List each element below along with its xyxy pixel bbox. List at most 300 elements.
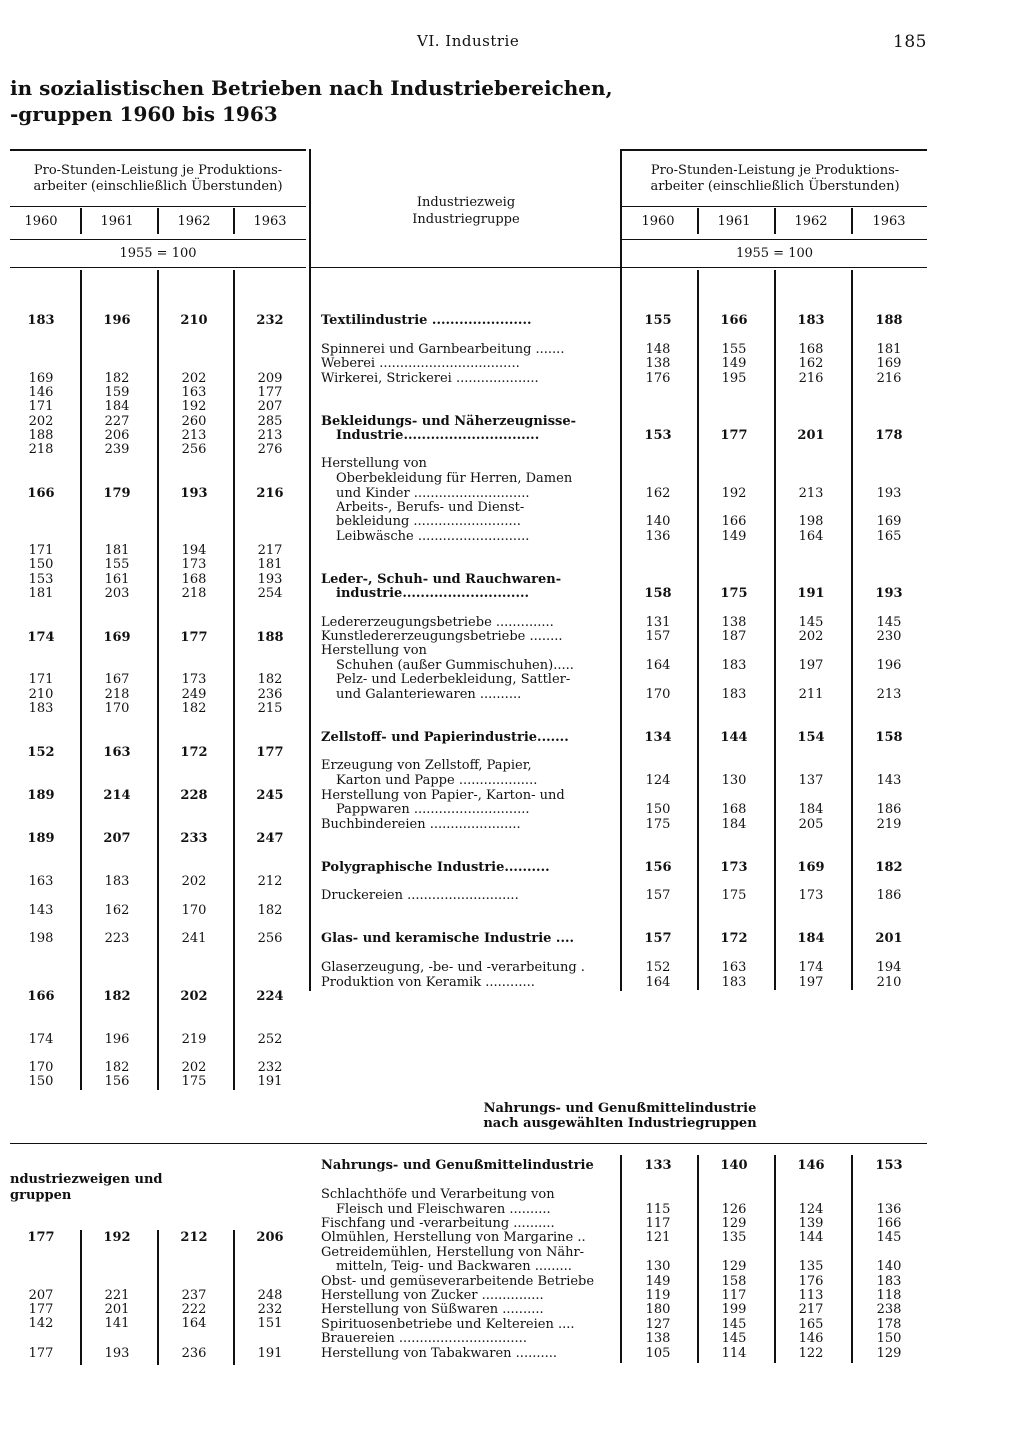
- right-table-cell: 194: [876, 960, 902, 975]
- section-heading: VI. Industrie: [417, 32, 520, 50]
- row-label: bekleidung ..........................: [336, 514, 521, 529]
- right-table-cell: 196: [876, 658, 902, 673]
- left-year-1963: 1963: [253, 214, 287, 229]
- row-label: Spirituosenbetriebe und Keltereien ....: [321, 1317, 575, 1332]
- left-table-cell: 192: [181, 399, 207, 414]
- food-table-cell: 126: [721, 1202, 747, 1217]
- food-table-cell: 199: [721, 1302, 747, 1317]
- right-table-cell: 173: [720, 860, 748, 875]
- rule-right-years: [622, 206, 927, 207]
- right-table-cell: 131: [645, 615, 671, 630]
- food-table-cell: 122: [798, 1346, 824, 1361]
- right-year-divider: [851, 208, 853, 234]
- food-table-cell: 238: [876, 1302, 902, 1317]
- food-table-cell: 133: [644, 1158, 672, 1173]
- left-table-cell: 252: [257, 1032, 283, 1047]
- rule-right-base: [622, 239, 927, 240]
- right-table-cell: 158: [875, 730, 903, 745]
- left-table-cell: 224: [256, 989, 284, 1004]
- left-table-cell: 191: [257, 1074, 283, 1089]
- left-table-cell: 254: [257, 586, 283, 601]
- left-table-cell: 184: [104, 399, 130, 414]
- left-table-cell: 209: [257, 371, 283, 386]
- left-table-cell: 153: [28, 572, 54, 587]
- row-label: Weberei ..................................: [321, 356, 520, 371]
- left-lower-table-cell: 221: [104, 1288, 130, 1303]
- right-table-cell: 170: [645, 687, 671, 702]
- right-table-cell: 143: [876, 773, 902, 788]
- left-lower-heading-1: ndustriezweigen und: [10, 1172, 163, 1187]
- middle-head-2: Industriegruppe: [412, 212, 520, 227]
- right-table-cell: 216: [798, 371, 824, 386]
- right-table-cell: 168: [721, 802, 747, 817]
- left-table-cell: 162: [104, 903, 130, 918]
- left-table-cell: 181: [257, 557, 283, 572]
- row-label: mitteln, Teig- und Backwaren .........: [336, 1259, 572, 1274]
- rule-top-left: [10, 149, 306, 151]
- right-table-cell: 183: [721, 975, 747, 990]
- left-table-cell: 241: [181, 931, 207, 946]
- rule-left-base: [10, 239, 306, 240]
- left-table-cell: 156: [104, 1074, 130, 1089]
- food-separator: [620, 1155, 622, 1363]
- right-table-cell: 162: [798, 356, 824, 371]
- right-table-cell: 145: [876, 615, 902, 630]
- row-label: und Kinder ............................: [336, 486, 530, 501]
- left-table-cell: 183: [104, 874, 130, 889]
- food-table-cell: 105: [645, 1346, 671, 1361]
- right-table-cell: 155: [644, 313, 672, 328]
- food-table-cell: 121: [645, 1230, 671, 1245]
- left-table-cell: 214: [103, 788, 131, 803]
- left-lower-col-divider: [233, 1230, 235, 1365]
- right-table-cell: 213: [798, 486, 824, 501]
- food-table-cell: 138: [645, 1331, 671, 1346]
- right-table-cell: 174: [798, 960, 824, 975]
- row-label: Glas- und keramische Industrie ....: [321, 931, 575, 946]
- right-base-label: 1955 = 100: [735, 246, 814, 261]
- left-lower-heading-2: gruppen: [10, 1188, 72, 1203]
- left-table-cell: 239: [104, 442, 130, 457]
- food-table-cell: 153: [875, 1158, 903, 1173]
- food-table-cell: 117: [721, 1288, 747, 1303]
- row-label: Fleisch und Fleischwaren ..........: [336, 1202, 551, 1217]
- right-table-cell: 178: [875, 428, 903, 443]
- left-year-divider: [157, 208, 159, 234]
- left-year-divider: [80, 208, 82, 234]
- right-table-cell: 144: [720, 730, 748, 745]
- food-table-cell: 119: [645, 1288, 671, 1303]
- left-table-cell: 213: [181, 428, 207, 443]
- left-table-cell: 207: [257, 399, 283, 414]
- food-table-cell: 217: [798, 1302, 824, 1317]
- row-label: Leder-, Schuh- und Rauchwaren-: [321, 572, 562, 587]
- left-table-cell: 166: [27, 989, 55, 1004]
- row-label: Buchbindereien ......................: [321, 817, 521, 832]
- right-table-cell: 166: [720, 313, 748, 328]
- right-table-cell: 188: [875, 313, 903, 328]
- right-table-cell: 183: [721, 658, 747, 673]
- right-table-cell: 169: [876, 514, 902, 529]
- left-lower-table-cell: 207: [28, 1288, 54, 1303]
- row-label: Erzeugung von Zellstoff, Papier,: [321, 758, 532, 773]
- row-label: Herstellung von Tabakwaren ..........: [321, 1346, 557, 1361]
- right-table-cell: 137: [798, 773, 824, 788]
- right-table-cell: 155: [721, 342, 747, 357]
- left-table-cell: 152: [27, 745, 55, 760]
- right-table-cell: 193: [876, 486, 902, 501]
- left-table-cell: 247: [256, 831, 284, 846]
- left-table-cell: 182: [257, 672, 283, 687]
- food-section-heading-2: nach ausgewählten Industriegruppen: [483, 1116, 757, 1131]
- left-table-cell: 193: [180, 486, 208, 501]
- left-table-cell: 150: [28, 1074, 54, 1089]
- left-lower-table-cell: 232: [257, 1302, 283, 1317]
- left-year-1960: 1960: [24, 214, 58, 229]
- right-table-cell: 169: [876, 356, 902, 371]
- left-table-cell: 159: [104, 385, 130, 400]
- middle-head-1: Industriezweig: [416, 195, 516, 210]
- left-table-cell: 168: [181, 572, 207, 587]
- left-table-cell: 198: [28, 931, 54, 946]
- row-label: Oberbekleidung für Herren, Damen: [336, 471, 573, 486]
- left-table-cell: 202: [181, 1060, 207, 1075]
- row-label: Pappwaren ............................: [336, 802, 530, 817]
- right-year-1961: 1961: [717, 214, 751, 229]
- left-table-cell: 207: [103, 831, 131, 846]
- row-label: Bekleidungs- und Näherzeugnisse-: [321, 414, 577, 429]
- row-label: Schuhen (außer Gummischuhen).....: [336, 658, 574, 673]
- left-table-cell: 276: [257, 442, 283, 457]
- right-table-cell: 163: [721, 960, 747, 975]
- left-table-cell: 219: [181, 1032, 207, 1047]
- left-table-cell: 210: [180, 313, 208, 328]
- right-table-cell: 158: [644, 586, 672, 601]
- left-table-cell: 249: [181, 687, 207, 702]
- left-lower-table-cell: 141: [104, 1316, 130, 1331]
- right-table-cell: 157: [644, 931, 672, 946]
- row-label: Herstellung von: [321, 456, 427, 471]
- right-table-cell: 138: [645, 356, 671, 371]
- right-table-cell: 149: [721, 356, 747, 371]
- right-table-cell: 168: [798, 342, 824, 357]
- left-table-cell: 177: [256, 745, 284, 760]
- right-table-cell: 177: [720, 428, 748, 443]
- left-table-cell: 260: [181, 414, 207, 429]
- food-table-cell: 145: [876, 1230, 902, 1245]
- row-label: Herstellung von Papier-, Karton- und: [321, 788, 565, 803]
- right-table-cell: 191: [797, 586, 825, 601]
- right-table-cell: 175: [720, 586, 748, 601]
- left-table-cell: 188: [256, 630, 284, 645]
- left-table-cell: 218: [181, 586, 207, 601]
- right-table-cell: 197: [798, 975, 824, 990]
- row-label: Herstellung von: [321, 643, 427, 658]
- right-table-cell: 186: [876, 888, 902, 903]
- rule-left-years: [10, 206, 306, 207]
- left-table-cell: 177: [257, 385, 283, 400]
- left-table-cell: 174: [27, 630, 55, 645]
- right-table-cell: 184: [797, 931, 825, 946]
- food-table-cell: 150: [876, 1331, 902, 1346]
- right-table-cell: 175: [721, 888, 747, 903]
- food-table-cell: 158: [721, 1274, 747, 1289]
- left-lower-table-cell: 212: [180, 1230, 208, 1245]
- row-label: Obst- und gemüseverarbeitende Betriebe: [321, 1274, 595, 1289]
- left-year-1961: 1961: [100, 214, 134, 229]
- row-label: Glaserzeugung, -be- und -verarbeitung .: [321, 960, 585, 975]
- right-table-cell: 157: [645, 888, 671, 903]
- food-table-cell: 144: [798, 1230, 824, 1245]
- left-table-cell: 217: [257, 543, 283, 558]
- left-lower-table-cell: 191: [257, 1346, 283, 1361]
- left-table-cell: 172: [180, 745, 208, 760]
- left-table-cell: 170: [181, 903, 207, 918]
- left-lower-col-divider: [157, 1230, 159, 1365]
- left-table-cell: 181: [104, 543, 130, 558]
- left-col-divider: [157, 270, 159, 1090]
- row-label: Zellstoff- und Papierindustrie.......: [321, 730, 569, 745]
- food-table-cell: 140: [876, 1259, 902, 1274]
- left-table-cell: 182: [257, 903, 283, 918]
- right-year-1963: 1963: [872, 214, 906, 229]
- right-table-cell: 136: [645, 529, 671, 544]
- left-table-cell: 216: [256, 486, 284, 501]
- food-table-cell: 115: [645, 1202, 671, 1217]
- left-table-cell: 194: [181, 543, 207, 558]
- left-base-label: 1955 = 100: [119, 246, 197, 261]
- row-label: Pelz- und Lederbekleidung, Sattler-: [336, 672, 571, 687]
- left-table-cell: 167: [104, 672, 130, 687]
- row-label: Nahrungs- und Genußmittelindustrie: [321, 1158, 594, 1173]
- right-table-cell: 176: [645, 371, 671, 386]
- right-table-cell: 213: [876, 687, 902, 702]
- right-table-cell: 152: [645, 960, 671, 975]
- right-table-cell: 162: [645, 486, 671, 501]
- rule-left-body: [10, 267, 306, 268]
- left-table-cell: 171: [28, 543, 54, 558]
- left-table-cell: 210: [28, 687, 54, 702]
- left-lower-table-cell: 201: [104, 1302, 130, 1317]
- right-table-cell: 156: [644, 860, 672, 875]
- right-caption-1: Pro-Stunden-Leistung je Produktions-: [650, 163, 900, 178]
- left-table-cell: 179: [103, 486, 131, 501]
- left-lower-col-divider: [80, 1230, 82, 1365]
- left-table-cell: 189: [27, 788, 55, 803]
- food-table-cell: 146: [798, 1331, 824, 1346]
- food-section-heading-1: Nahrungs- und Genußmittelindustrie: [483, 1101, 757, 1116]
- right-table-cell: 164: [645, 658, 671, 673]
- left-table-cell: 155: [104, 557, 130, 572]
- left-table-cell: 233: [180, 831, 208, 846]
- right-table-cell: 165: [876, 529, 902, 544]
- right-table-cell: 164: [798, 529, 824, 544]
- middle-right-separator: [620, 149, 622, 991]
- left-lower-table-cell: 164: [181, 1316, 207, 1331]
- food-table-cell: 124: [798, 1202, 824, 1217]
- left-lower-table-cell: 193: [104, 1346, 130, 1361]
- right-table-cell: 153: [644, 428, 672, 443]
- right-table-cell: 164: [645, 975, 671, 990]
- right-table-cell: 201: [875, 931, 903, 946]
- left-table-cell: 196: [104, 1032, 130, 1047]
- left-lower-table-cell: 222: [181, 1302, 207, 1317]
- right-table-cell: 175: [645, 817, 671, 832]
- page-title-line2: -gruppen 1960 bis 1963: [10, 102, 278, 126]
- right-table-cell: 219: [876, 817, 902, 832]
- left-middle-separator: [309, 149, 311, 991]
- row-label: Ledererzeugungsbetriebe ..............: [321, 615, 554, 630]
- left-table-cell: 218: [28, 442, 54, 457]
- right-col-divider: [697, 270, 699, 990]
- right-year-1960: 1960: [641, 214, 675, 229]
- row-label: und Galanteriewaren ..........: [336, 687, 522, 702]
- left-table-cell: 175: [181, 1074, 207, 1089]
- right-table-cell: 184: [721, 817, 747, 832]
- right-col-divider: [851, 270, 853, 990]
- left-table-cell: 202: [180, 989, 208, 1004]
- right-table-cell: 195: [721, 371, 747, 386]
- right-table-cell: 183: [721, 687, 747, 702]
- right-year-divider: [697, 208, 699, 234]
- rule-food-section: [10, 1143, 927, 1144]
- page-title-line1: in sozialistischen Betrieben nach Industriebereichen,: [10, 76, 613, 100]
- left-table-cell: 227: [104, 414, 130, 429]
- left-table-cell: 245: [256, 788, 284, 803]
- right-caption-2: arbeiter (einschließlich Überstunden): [650, 179, 900, 194]
- row-label: Getreidemühlen, Herstellung von Nähr-: [321, 1245, 585, 1260]
- right-table-cell: 124: [645, 773, 671, 788]
- left-table-cell: 223: [104, 931, 130, 946]
- left-table-cell: 232: [256, 313, 284, 328]
- left-table-cell: 203: [104, 586, 130, 601]
- left-table-cell: 182: [103, 989, 131, 1004]
- left-table-cell: 189: [27, 831, 55, 846]
- left-table-cell: 212: [257, 874, 283, 889]
- row-label: Industrie..............................: [336, 428, 540, 443]
- left-table-cell: 150: [28, 557, 54, 572]
- right-table-cell: 205: [798, 817, 824, 832]
- left-table-cell: 163: [103, 745, 131, 760]
- left-table-cell: 169: [103, 630, 131, 645]
- left-table-cell: 256: [181, 442, 207, 457]
- row-label: Fischfang und -verarbeitung ..........: [321, 1216, 555, 1231]
- left-table-cell: 236: [257, 687, 283, 702]
- right-table-cell: 138: [721, 615, 747, 630]
- food-table-cell: 183: [876, 1274, 902, 1289]
- food-table-cell: 113: [798, 1288, 824, 1303]
- left-table-cell: 215: [257, 701, 283, 716]
- left-table-cell: 206: [104, 428, 130, 443]
- row-label: Schlachthöfe und Verarbeitung von: [321, 1187, 555, 1202]
- food-table-cell: 135: [798, 1259, 824, 1274]
- rule-top-right: [622, 149, 927, 151]
- food-table-cell: 145: [721, 1317, 747, 1332]
- food-table-cell: 165: [798, 1317, 824, 1332]
- left-table-cell: 196: [103, 313, 131, 328]
- row-label: Kunstledererzeugungsbetriebe ........: [321, 629, 563, 644]
- left-table-cell: 218: [104, 687, 130, 702]
- right-table-cell: 192: [721, 486, 747, 501]
- left-table-cell: 182: [104, 371, 130, 386]
- left-table-cell: 202: [181, 874, 207, 889]
- food-table-cell: 118: [876, 1288, 902, 1303]
- food-table-cell: 114: [721, 1346, 747, 1361]
- right-table-cell: 157: [645, 629, 671, 644]
- food-table-cell: 117: [645, 1216, 671, 1231]
- left-lower-table-cell: 236: [181, 1346, 207, 1361]
- right-table-cell: 186: [876, 802, 902, 817]
- left-table-cell: 146: [28, 385, 54, 400]
- right-table-cell: 197: [798, 658, 824, 673]
- food-table-cell: 166: [876, 1216, 902, 1231]
- row-label: Spinnerei und Garnbearbeitung .......: [321, 342, 565, 357]
- row-label: Druckereien ...........................: [321, 888, 519, 903]
- right-year-1962: 1962: [794, 214, 828, 229]
- right-table-cell: 181: [876, 342, 902, 357]
- right-table-cell: 198: [798, 514, 824, 529]
- left-lower-table-cell: 151: [257, 1316, 283, 1331]
- right-table-cell: 210: [876, 975, 902, 990]
- right-table-cell: 150: [645, 802, 671, 817]
- right-table-cell: 154: [797, 730, 825, 745]
- left-table-cell: 143: [28, 903, 54, 918]
- left-table-cell: 181: [28, 586, 54, 601]
- right-table-cell: 166: [721, 514, 747, 529]
- row-label: industrie............................: [336, 586, 530, 601]
- row-label: Herstellung von Süßwaren ..........: [321, 1302, 544, 1317]
- page-number: 185: [893, 32, 927, 52]
- left-year-1962: 1962: [177, 214, 211, 229]
- left-lower-table-cell: 248: [257, 1288, 283, 1303]
- left-table-cell: 213: [257, 428, 283, 443]
- left-table-cell: 188: [28, 428, 54, 443]
- right-table-cell: 145: [798, 615, 824, 630]
- left-year-divider: [233, 208, 235, 234]
- left-table-cell: 173: [181, 672, 207, 687]
- right-table-cell: 172: [720, 931, 748, 946]
- right-table-cell: 169: [797, 860, 825, 875]
- left-table-cell: 170: [28, 1060, 54, 1075]
- row-label: Herstellung von Zucker ...............: [321, 1288, 544, 1303]
- left-table-cell: 166: [27, 486, 55, 501]
- left-lower-table-cell: 177: [28, 1346, 54, 1361]
- left-lower-table-cell: 206: [256, 1230, 284, 1245]
- row-label: Produktion von Keramik ............: [321, 975, 535, 990]
- right-table-cell: 183: [797, 313, 825, 328]
- food-col-divider: [851, 1155, 853, 1363]
- rule-middle-body: [311, 267, 621, 268]
- left-lower-table-cell: 192: [103, 1230, 131, 1245]
- food-table-cell: 129: [876, 1346, 902, 1361]
- right-table-cell: 130: [721, 773, 747, 788]
- right-table-cell: 216: [876, 371, 902, 386]
- row-label: Leibwäsche ...........................: [336, 529, 530, 544]
- left-table-cell: 170: [104, 701, 130, 716]
- left-lower-table-cell: 142: [28, 1316, 54, 1331]
- left-table-cell: 228: [180, 788, 208, 803]
- right-col-divider: [774, 270, 776, 990]
- left-table-cell: 177: [180, 630, 208, 645]
- food-col-divider: [774, 1155, 776, 1363]
- left-col-divider: [233, 270, 235, 1090]
- food-table-cell: 135: [721, 1230, 747, 1245]
- rule-right-body: [622, 267, 927, 268]
- left-table-cell: 232: [257, 1060, 283, 1075]
- right-table-cell: 201: [797, 428, 825, 443]
- left-table-cell: 202: [28, 414, 54, 429]
- left-lower-table-cell: 237: [181, 1288, 207, 1303]
